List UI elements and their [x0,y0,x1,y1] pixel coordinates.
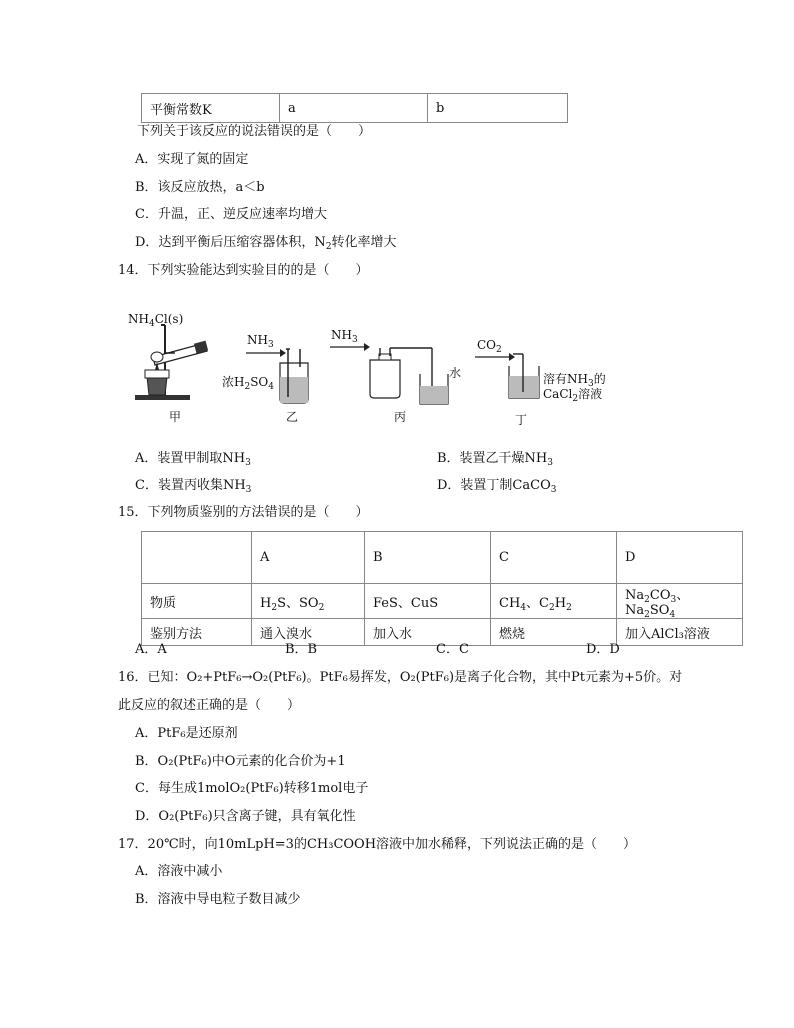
q15-option-d: D．D [586,642,620,657]
identification-table [141,531,743,646]
q15-option-b: B．B [285,642,318,657]
apparatus-ding [505,352,545,402]
q17-option-a: A．溶液中减小 [135,864,223,879]
q14-option-a: A．装置甲制取$NH_3$ [135,451,251,468]
bing-label: 丙 [394,410,407,424]
q16-option-b: B．O₂(PtF₆)中O元素的化合价为+1 [135,754,346,769]
q14-stem: 14．下列实验能达到实验目的的是（ ） [118,263,369,278]
jia-reagent-label: $NH_4Cl(s)$ [128,312,184,329]
q17-option-b: B．溶液中导电粒子数目减少 [135,892,301,907]
equilibrium-table [141,93,568,123]
q13-option-c: C．升温，正、逆反应速率均增大 [135,207,327,222]
table-header-cell: B [365,532,491,584]
q16-line1: 16．已知：O₂+PtF₆→O₂(PtF₆)。PtF₆易挥发，O₂(PtF₆)是离子化合物，其中Pt元素为+5价。对 [118,670,683,685]
ding-gas-label: $CO_2$ [477,338,502,355]
table-cell: a [280,94,428,123]
q14-option-b: B．装置乙干燥$NH_3$ [437,451,553,468]
q16-option-a: A．PtF₆是还原剂 [135,726,238,741]
q16-option-c: C．每生成1molO₂(PtF₆)转移1mol电子 [135,781,369,796]
table-cell: 鉴别方法 [142,619,252,646]
apparatus-yi [276,345,316,405]
ding-label: 丁 [515,413,528,427]
table-cell: $H_2S$、$SO_2$ [252,584,365,619]
q13-option-d: D．达到平衡后压缩容器体积，$N_2$转化率增大 [135,235,397,252]
yi-reagent-label: 浓$H_2SO_4$ [222,375,274,392]
q16-line2: 此反应的叙述正确的是（ ） [118,698,301,713]
table-cell: 燃烧 [491,619,617,646]
bing-gas-label: $NH_3$ [331,328,358,345]
q17-stem: 17．20℃时，向10mLpH=3的CH₃COOH溶液中加水稀释，下列说法正确的是（ ） [118,837,637,852]
q13-option-a: A．实现了氮的固定 [135,152,249,167]
table-cell: FeS、CuS [365,584,491,619]
q13-option-b: B．该反应放热，a＜b [135,180,265,195]
table-header-cell: D [617,532,743,584]
ding-reagent-line1: 溶有$NH_3$的 [543,372,606,389]
apparatus-jia [125,315,215,405]
q13-stem: 下列关于该反应的说法错误的是（ ） [137,124,372,139]
table-cell: $Na_2CO_3$、$Na_2SO_4$ [617,584,743,619]
table-cell: $CH_4$、$C_2H_2$ [491,584,617,619]
yi-label: 乙 [286,410,299,424]
table-cell: 平衡常数K [142,94,280,123]
table-cell: 通入溴水 [252,619,365,646]
table-cell: 物质 [142,584,252,619]
ding-reagent-line2: CaCl$_2$溶液 [543,387,603,404]
table-header-cell: A [252,532,365,584]
q15-option-a: A．A [135,642,167,657]
q15-stem: 15．下列物质鉴别的方法错误的是（ ） [118,505,369,520]
table-cell: b [428,94,568,123]
q14-option-d: D．装置丁制CaCO$_3$ [437,478,557,495]
table-cell: 加入AlCl₃溶液 [617,619,743,646]
jia-label: 甲 [169,410,182,424]
table-header-cell [142,532,252,584]
bing-water-label: 水 [449,366,462,380]
table-header-cell: C [491,532,617,584]
q16-option-d: D．O₂(PtF₆)只含离子键，具有氧化性 [135,809,356,824]
yi-gas-label: $NH_3$ [247,333,274,350]
apparatus-bing [362,342,452,407]
q15-option-c: C．C [436,642,469,657]
table-cell: 加入水 [365,619,491,646]
q14-option-c: C．装置丙收集$NH_3$ [135,478,252,495]
